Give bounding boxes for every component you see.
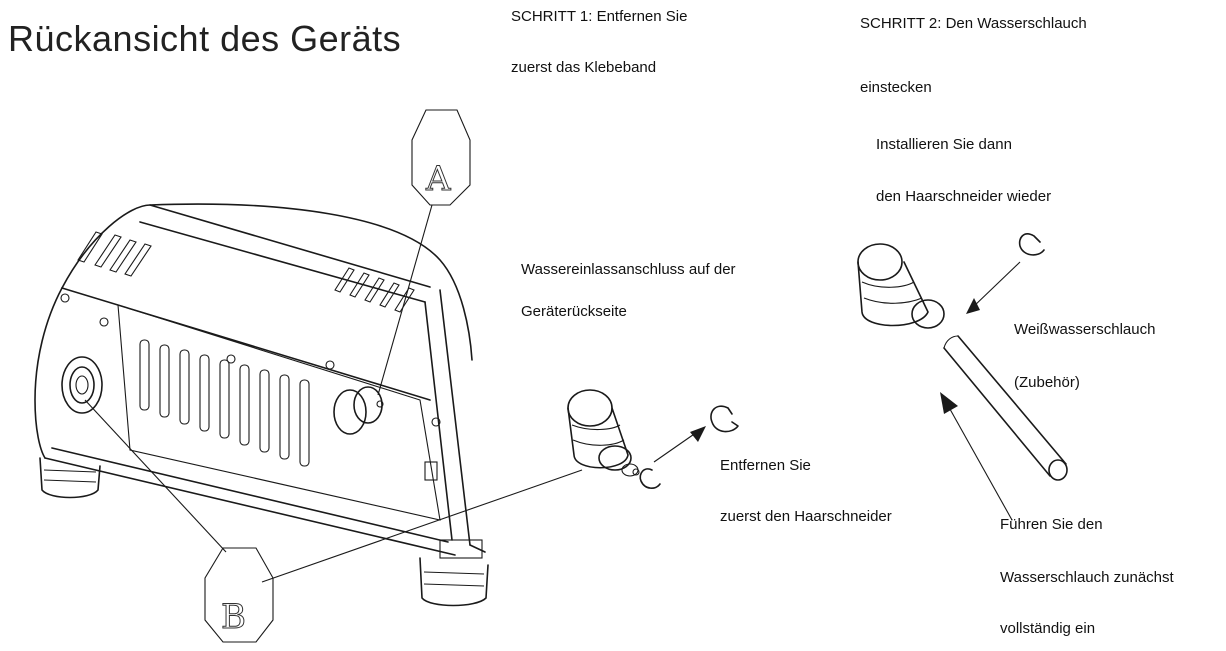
insert-note-line2: Wasserschlauch zunächst — [1000, 569, 1174, 586]
step1-subheading: zuerst das Klebeband — [511, 59, 657, 76]
callout-a-label: A — [426, 159, 451, 199]
reinstall-note-line1: Installieren Sie dann — [876, 136, 1012, 153]
callout-b — [85, 400, 582, 642]
reinstall-connector-icon — [858, 244, 944, 328]
hose-note-line2: (Zubehör) — [1014, 374, 1080, 391]
retaining-clip-top-icon — [1020, 234, 1044, 255]
remove-note-line2: zuerst den Haarschneider — [720, 508, 892, 525]
inlet-note-line2: Geräterückseite — [521, 303, 627, 320]
insert-note-line3: vollständig ein — [1000, 620, 1096, 637]
arrow-hose-icon — [940, 392, 1012, 520]
hose-note-line1: Weißwasserschlauch — [1014, 321, 1156, 338]
arrow-icon — [654, 426, 706, 462]
step2-subheading: einstecken — [860, 79, 932, 96]
water-hose-icon — [944, 336, 1067, 480]
water-inlet-connector-icon — [568, 390, 639, 476]
remove-note-line1: Entfernen Sie — [720, 457, 811, 474]
inlet-note-line1: Wassereinlassanschluss auf der — [521, 261, 736, 278]
callout-a — [378, 110, 470, 395]
page-title: Rückansicht des Geräts — [8, 18, 402, 59]
callout-b-label: B — [221, 597, 246, 637]
retaining-clip-icon — [640, 406, 738, 488]
reinstall-note-line2: den Haarschneider wieder — [876, 188, 1052, 205]
insert-note-line1: Führen Sie den — [1000, 516, 1103, 533]
step1-heading: SCHRITT 1: Entfernen Sie — [511, 8, 688, 25]
device-rear-illustration — [35, 204, 488, 605]
arrow-clip-icon — [966, 262, 1020, 314]
step2-heading: SCHRITT 2: Den Wasserschlauch — [860, 15, 1087, 32]
